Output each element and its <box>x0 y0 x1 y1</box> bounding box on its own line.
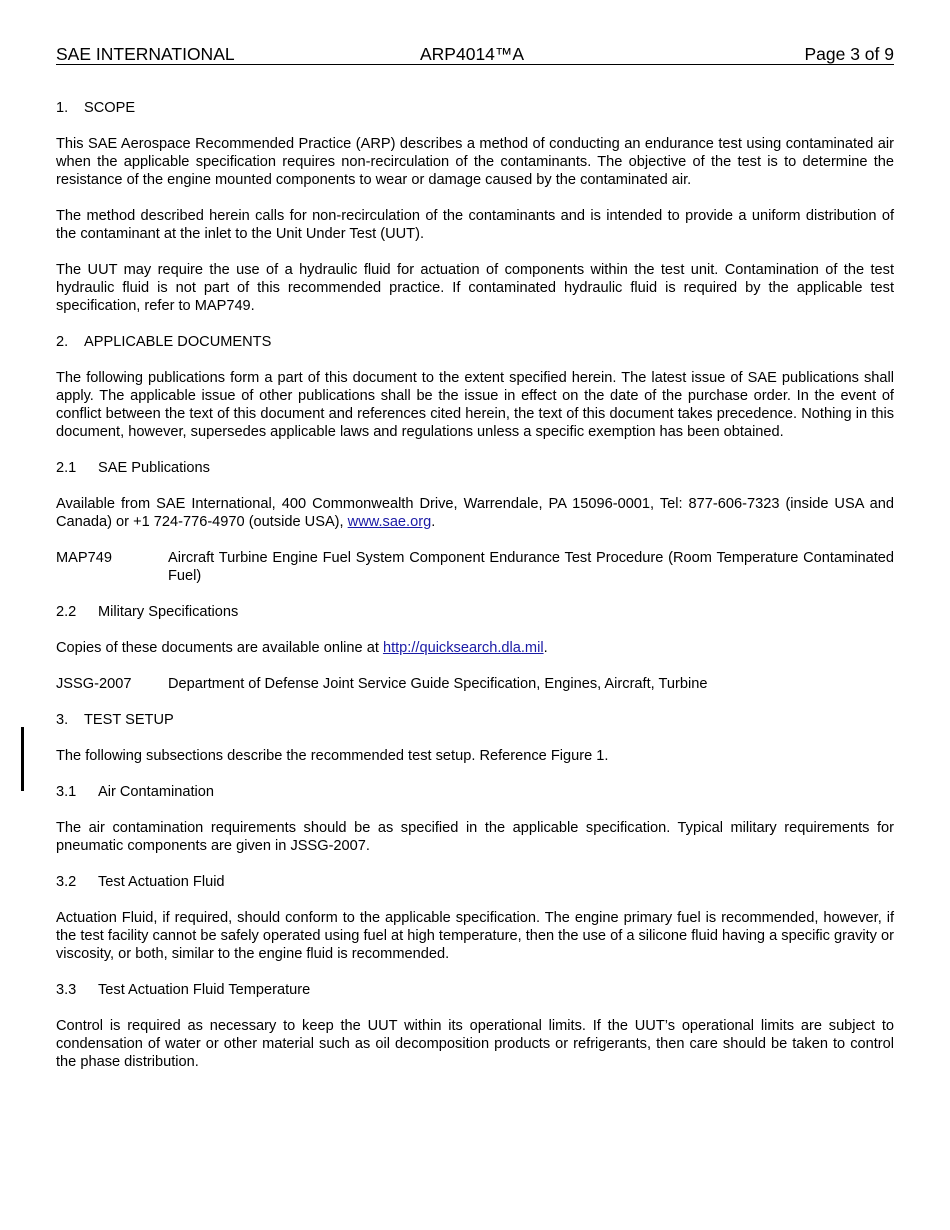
military-availability-text: Copies of these documents are available online at <box>56 640 383 656</box>
air-contamination-paragraph: The air contamination requirements should be as specified in the applicable specification. Typical military requirements for pneumatic components are given in JSSG-2007. <box>56 820 894 854</box>
reference-entry-map749 <box>56 549 894 585</box>
section-title: Test Actuation Fluid Temperature <box>98 982 311 998</box>
sae-availability-text: Available from SAE International, 400 Commonwealth Drive, Warrendale, PA 15096-0001, Tel: 877-606-7323 (inside USA and Canada) or +1 724-776-4970 (outside USA), <box>56 496 894 530</box>
scope-paragraph-1: This SAE Aerospace Recommended Practice (ARP) describes a method of conducting an endurance test using contaminated air when the applicable specification requires non-recirculation of the contaminants. The objective of the test is to determine the resistance of the engine mounted components to wear or damage caused by the contaminated air. <box>56 136 894 188</box>
document-page <box>56 44 894 1089</box>
section-number: 3. <box>56 712 69 728</box>
reference-description: Aircraft Turbine Engine Fuel System Component Endurance Test Procedure (Room Temperature Contaminated Fuel) <box>168 550 894 584</box>
section-heading-fluid-temperature <box>56 981 894 999</box>
section-number: 3.1 <box>56 784 77 800</box>
section-heading-sae-publications <box>56 459 894 477</box>
revision-change-bar <box>21 727 24 791</box>
section-heading-air-contamination <box>56 783 894 801</box>
section-title: Test Actuation Fluid <box>98 874 225 890</box>
scope-paragraph-2: The method described herein calls for non-recirculation of the contaminants and is intended to provide a uniform distribution of the contaminant at the inlet to the Unit Under Test (UUT). <box>56 208 894 242</box>
header-document-id: ARP4014™A <box>420 44 525 64</box>
test-setup-paragraph: The following subsections describe the recommended test setup. Reference Figure 1. <box>56 748 609 764</box>
header-organization: SAE INTERNATIONAL <box>56 44 235 64</box>
quicksearch-link[interactable]: http://quicksearch.dla.mil <box>382 640 544 656</box>
section-heading-applicable-documents <box>56 333 894 351</box>
section-title: SCOPE <box>84 100 136 116</box>
reference-entry-jssg-2007 <box>56 675 894 693</box>
applicable-documents-paragraph: The following publications form a part of this document to the extent specified herein. The latest issue of SAE publications shall apply. The applicable issue of other publications shall be the issue in effect on the date of the purchase order. In the event of conflict between the text of this document and references cited herein, the text of this document takes precedence. Nothing in this document, however, supersedes applicable laws and regulations unless a specific exemption has been obtained. <box>56 370 894 440</box>
section-heading-test-actuation-fluid <box>56 873 894 891</box>
section-number: 2.2 <box>56 604 77 620</box>
section-title: SAE Publications <box>98 460 210 476</box>
section-heading-military-specifications <box>56 603 894 621</box>
test-actuation-fluid-paragraph: Actuation Fluid, if required, should conform to the applicable specification. The engine primary fuel is recommended, however, if the test facility cannot be safely operated using fuel at high temperature, then the use of a silicone fluid having a specific gravity or viscosity, or both, similar to the engine fluid is recommended. <box>56 910 895 962</box>
sae-availability-period: . <box>431 514 436 530</box>
fluid-temperature-paragraph: Control is required as necessary to keep the UUT within its operational limits. If the UUT’s operational limits are subject to condensation of water or other material such as oil decomposition products or refrigerants, then care should be taken to control the phase distribution. <box>56 1018 894 1070</box>
sae-website-link[interactable]: www.sae.org <box>347 514 432 530</box>
header-page-number: Page 3 of 9 <box>804 44 894 64</box>
section-title: APPLICABLE DOCUMENTS <box>84 334 272 350</box>
scope-paragraph-3: The UUT may require the use of a hydraulic fluid for actuation of components within the test unit. Contamination of the test hydraulic fluid is not part of this recommended practice. If contaminated hydraulic fluid is required by the applicable test specification, refer to MAP749. <box>56 262 894 314</box>
section-title: Military Specifications <box>98 604 239 620</box>
military-availability-paragraph <box>56 639 894 657</box>
section-heading-scope <box>56 99 894 117</box>
section-title: TEST SETUP <box>84 712 174 728</box>
page-header <box>56 44 894 65</box>
section-number: 1. <box>56 100 69 116</box>
section-title: Air Contamination <box>98 784 214 800</box>
reference-code: MAP749 <box>56 550 112 566</box>
section-heading-test-setup <box>56 711 894 729</box>
military-availability-period: . <box>543 640 548 656</box>
reference-description: Department of Defense Joint Service Guide Specification, Engines, Aircraft, Turbine <box>168 676 708 692</box>
sae-availability-paragraph <box>56 495 894 531</box>
section-number: 3.3 <box>56 982 77 998</box>
section-number: 2. <box>56 334 69 350</box>
section-number: 2.1 <box>56 460 77 476</box>
section-number: 3.2 <box>56 874 77 890</box>
document-body <box>56 99 894 1071</box>
reference-code: JSSG-2007 <box>56 676 132 692</box>
